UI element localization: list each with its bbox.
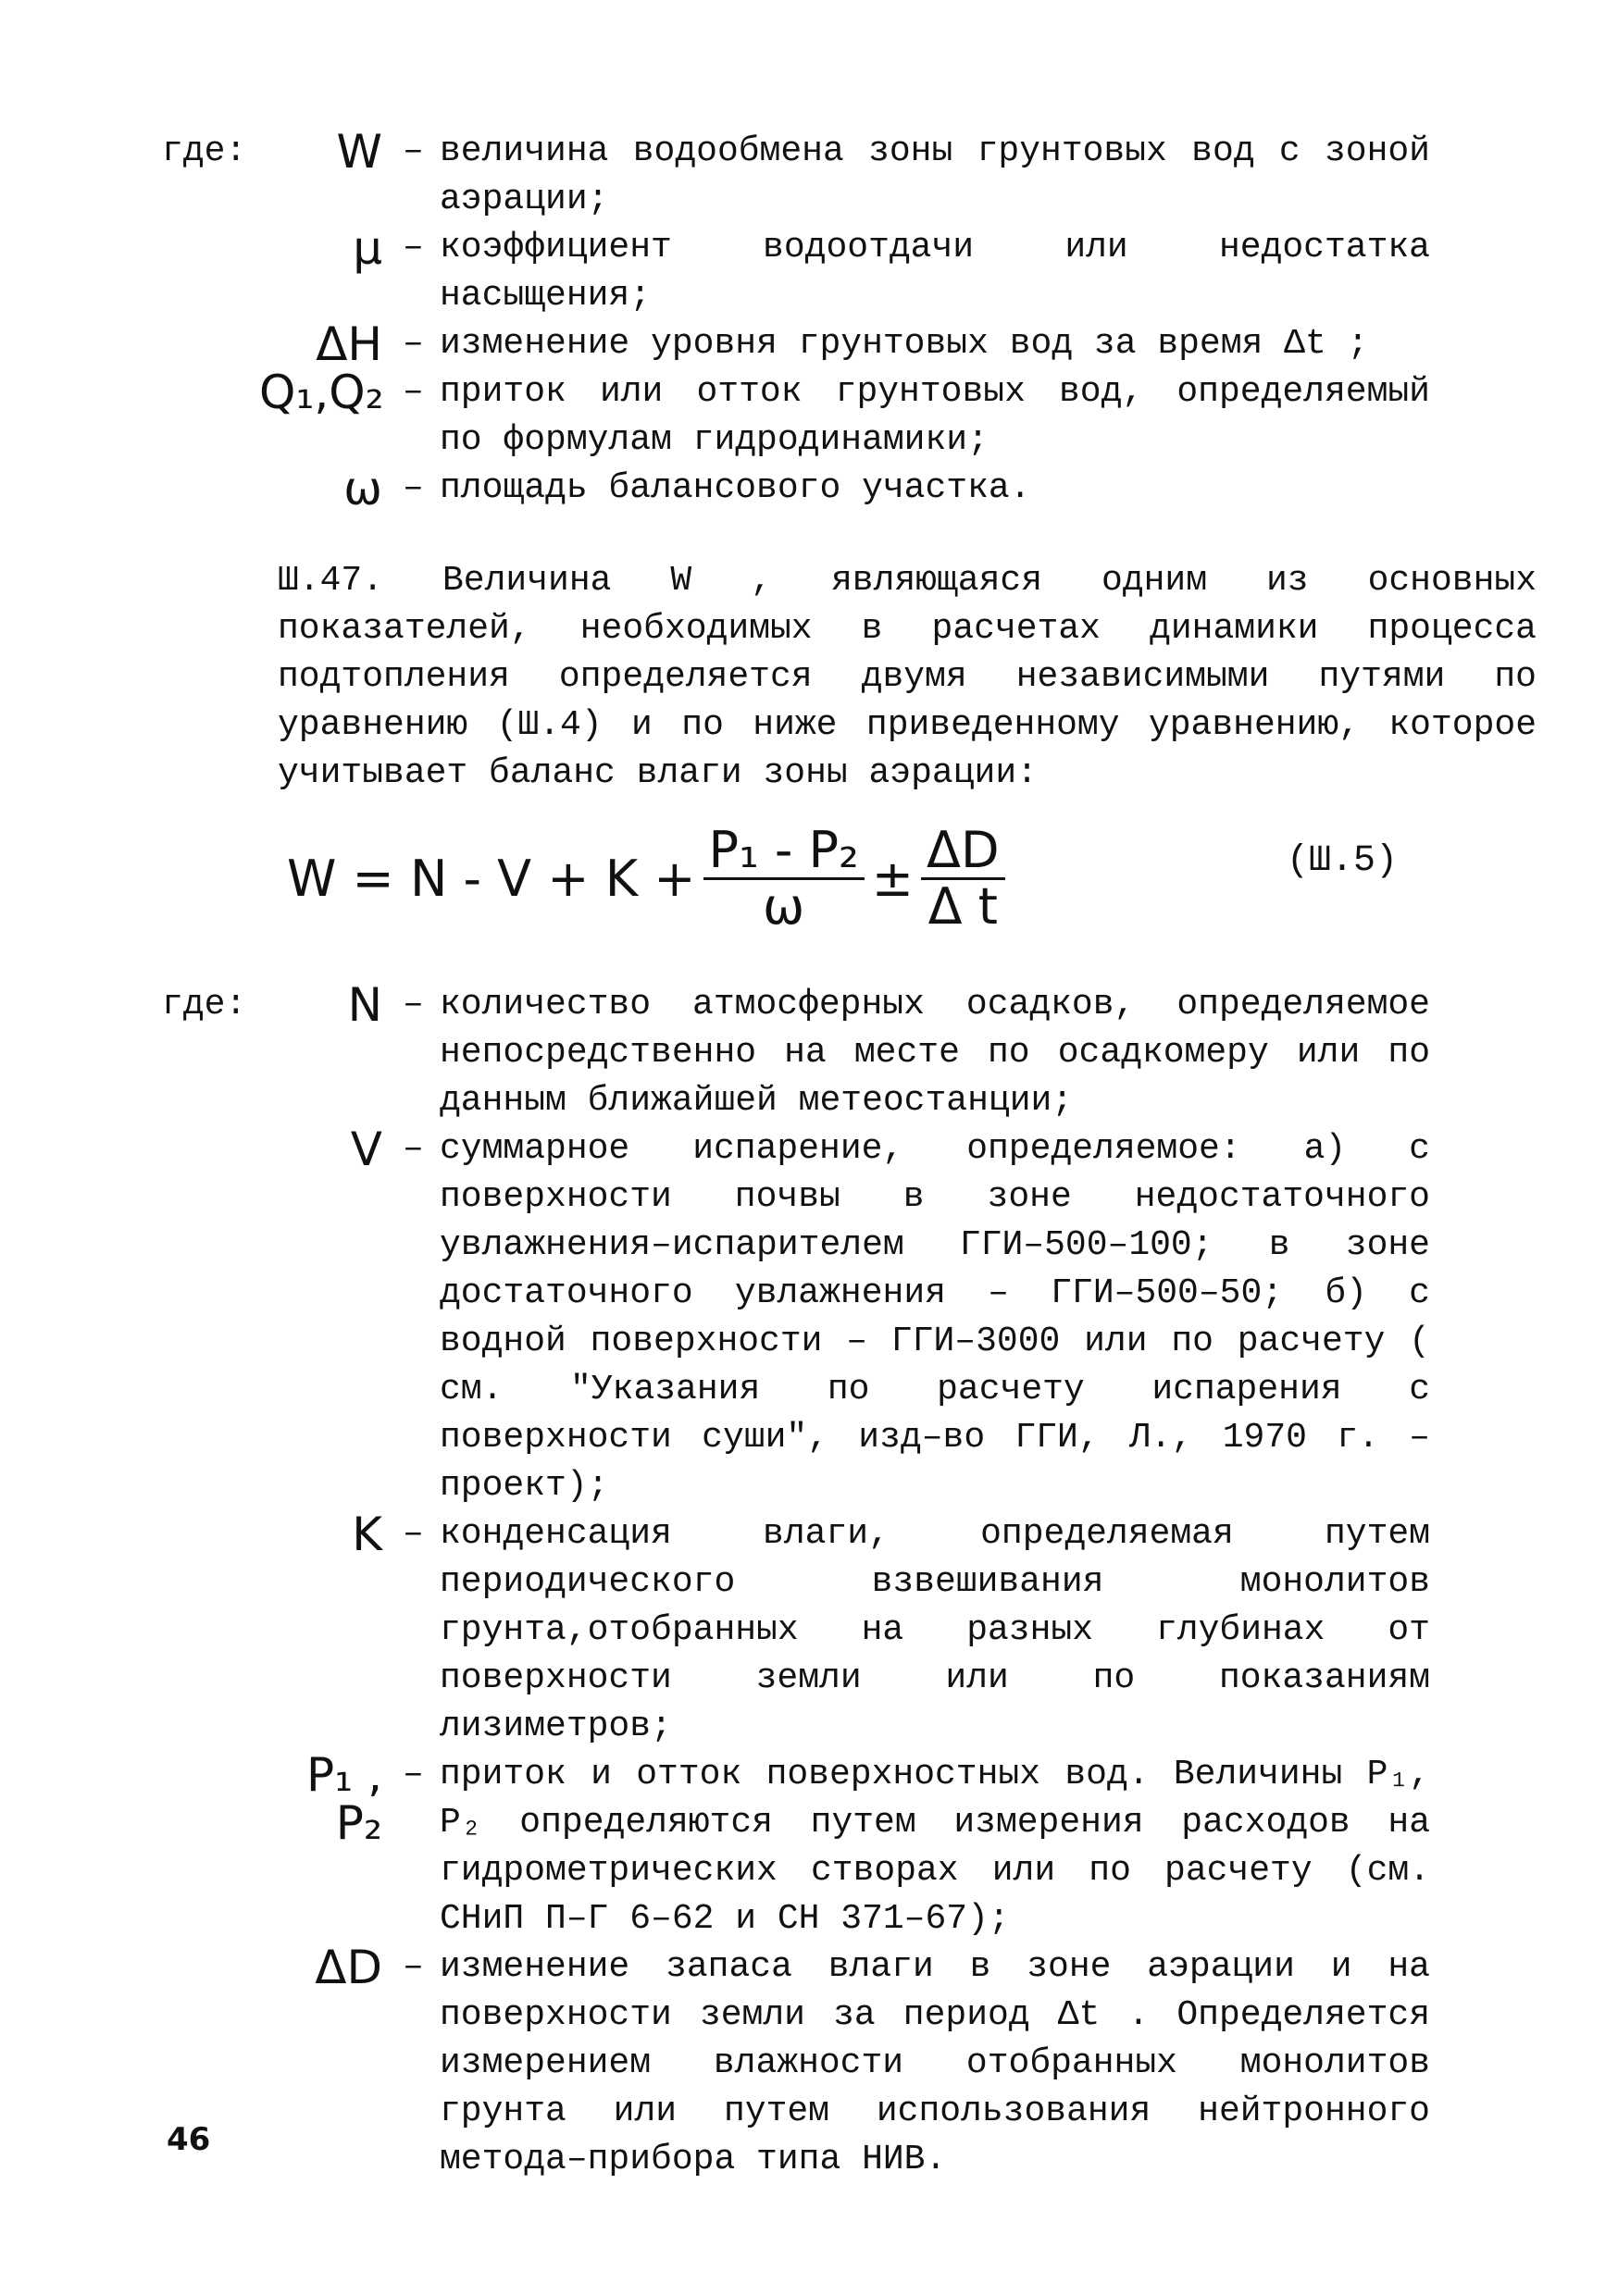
definition-text: коэффициент водоотдачи или недостатка насыщения; (440, 228, 1430, 316)
plus-minus-sign: ± (871, 850, 915, 908)
lead-label: где: (162, 985, 247, 1024)
symbol: W (336, 125, 382, 179)
dash: – (403, 1514, 424, 1554)
lead-label: где: (162, 131, 247, 171)
definition-text: изменение запаса влаги в зоне аэрации и на поверхности земли за период Δt . Определяется измерением влажности отобранных монолитов грунта или путем использования нейтронного метода–прибора типа НИВ. (440, 1947, 1430, 2179)
symbol: P₁ , P₂ (306, 1748, 382, 1850)
fraction-dD-over-dt (921, 821, 1005, 936)
dash: – (403, 1947, 424, 1987)
symbol: ΔD (315, 1941, 382, 1994)
dash: – (403, 228, 424, 267)
dash: – (403, 1755, 424, 1794)
definition-text: изменение уровня грунтовых вод за время Δt ; (440, 324, 1369, 364)
definition-Q (162, 368, 1430, 465)
definition-dD (162, 1943, 1430, 2184)
symbol: Q₁,Q₂ (259, 366, 384, 419)
paragraph-sh47: Ш.47. Величина W , являющаяся одним из основных показателей, необходимых в расчетах динамики процесса подтопления определяется двумя независимыми путями по уравнению (Ш.4) и по ниже приведенному уравнению, которое учитывает баланс влаги зоны аэрации: (278, 561, 1537, 793)
definition-text: величина водообмена зоны грунтовых вод с зоной аэрации; (440, 131, 1430, 219)
fraction-denominator: ω (763, 877, 805, 936)
definition-omega (162, 462, 1430, 515)
symbol: μ (353, 221, 382, 275)
definition-text: конденсация влаги, определяемая путем периодического взвешивания монолитов грунта,отобранных на разных глубинах от поверхности земли или по показаниям лизиметров; (440, 1514, 1430, 1746)
definition-text: количество атмосферных осадков, определяемое непосредственно на месте по осадкомеру или по данным ближайшей метеостанции; (440, 985, 1430, 1121)
symbol: ΔH (316, 317, 382, 371)
symbol: V (350, 1123, 382, 1176)
definition-K (162, 1510, 1430, 1751)
definitions-block-1 (162, 125, 1430, 515)
definition-text: суммарное испарение, определяемое: а) с поверхности почвы в зоне недостаточного увлажнения–испарителем ГГИ–500–100; в зоне достаточного увлажнения – ГГИ–500–50; б) с водной поверхности – ГГИ–3000 или по расчету ( см. "Указания по расчету испарения с поверхности суши", изд–во ГГИ, Л., 1970 г. – проект); (440, 1129, 1430, 1506)
formula-lhs: W = N - V + K + (287, 850, 696, 908)
definitions-block-2 (162, 978, 1430, 2184)
symbol: ω (343, 462, 382, 515)
symbol: N (347, 978, 382, 1032)
definition-N (162, 978, 1430, 1125)
definition-dH (162, 317, 1430, 371)
definition-V (162, 1125, 1430, 1510)
dash: – (403, 1129, 424, 1169)
definition-text: приток и отток поверхностных вод. Величины P₁, P₂ определяются путем измерения расходов на гидрометрических створах или по расчету (см. СНиП П–Г 6–62 и СН 371–67); (440, 1755, 1430, 1939)
fraction-denominator: Δ t (927, 877, 998, 936)
formula-sh5 (287, 821, 1013, 936)
dash: – (403, 468, 424, 508)
definition-mu (162, 221, 1430, 320)
definition-text: площадь балансового участка. (440, 468, 1031, 508)
dash: – (403, 131, 424, 171)
definition-P (162, 1748, 1430, 1943)
fraction-numerator: P₁ - P₂ (703, 824, 865, 880)
symbol: K (352, 1508, 382, 1561)
dash: – (403, 324, 424, 364)
dash: – (403, 372, 424, 412)
page-number: 46 (167, 2121, 211, 2158)
fraction-p-over-omega (703, 821, 865, 936)
fraction-numerator: ΔD (921, 824, 1005, 880)
definition-W (162, 125, 1430, 224)
definition-text: приток или отток грунтовых вод, определяемый по формулам гидродинамики; (440, 372, 1430, 460)
dash: – (403, 985, 424, 1024)
equation-number: (Ш.5) (1287, 840, 1399, 882)
